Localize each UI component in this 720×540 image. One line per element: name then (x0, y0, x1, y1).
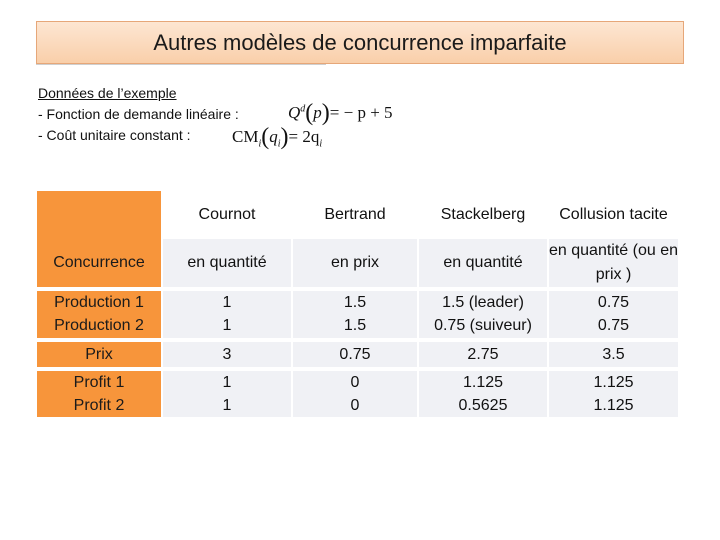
table-cell: 0.75 (549, 314, 678, 338)
column-header-stackelberg: Stackelberg (419, 191, 549, 239)
table-cell: 1.125 (549, 394, 678, 417)
comparison-table (37, 191, 678, 417)
table-cell: 0.75 (suiveur) (419, 314, 549, 338)
table-cell: 0 (293, 394, 419, 417)
table-cell: 3 (163, 342, 293, 367)
row-label-profit-2: Profit 2 (37, 394, 163, 417)
table-row-profit-1 (37, 371, 678, 394)
column-header-collusion: Collusion tacite (549, 191, 678, 239)
demand-label: - Fonction de demande linéaire : (38, 106, 239, 122)
slide-title-text: Autres modèles de concurrence imparfaite (153, 29, 567, 55)
title-divider (36, 64, 326, 65)
header-corner-cell (37, 191, 163, 239)
table-cell: 1.5 (293, 291, 419, 314)
row-label-concurrence: Concurrence (37, 239, 163, 287)
table-row-prix (37, 342, 678, 367)
cost-label: - Coût unitaire constant : (38, 127, 191, 143)
table-cell: 1.125 (419, 371, 549, 394)
column-header-bertrand: Bertrand (293, 191, 419, 239)
table-row-production-2 (37, 314, 678, 338)
table-cell: en quantité (419, 239, 549, 287)
table-cell: 1.5 (293, 314, 419, 338)
table-cell: 2.75 (419, 342, 549, 367)
table-cell: 1 (163, 371, 293, 394)
table-row-profit-2 (37, 394, 678, 417)
table-cell: 3.5 (549, 342, 678, 367)
row-label-prix: Prix (37, 342, 163, 367)
table-cell: en quantité (163, 239, 293, 287)
table-cell: 1 (163, 314, 293, 338)
demand-formula: $Q^d(p)= - p + 5$ (288, 100, 393, 126)
row-label-profit-1: Profit 1 (37, 371, 163, 394)
row-label-production-2: Production 2 (37, 314, 163, 338)
table-cell: 1 (163, 394, 293, 417)
cost-formula: $CM_i(q_i)= 2q_i$ (232, 124, 323, 150)
column-header-cournot: Cournot (163, 191, 293, 239)
table-cell: en prix (293, 239, 419, 287)
table-cell: 0.75 (549, 291, 678, 314)
table-cell: 0.75 (293, 342, 419, 367)
intro-heading: Données de l’exemple (38, 85, 177, 101)
row-label-production-1: Production 1 (37, 291, 163, 314)
table-cell: 0.5625 (419, 394, 549, 417)
table-cell: 1 (163, 291, 293, 314)
slide-title (36, 21, 684, 64)
table-row-concurrence (37, 239, 678, 287)
table-cell: 1.5 (leader) (419, 291, 549, 314)
table-header-row (37, 191, 678, 239)
table-cell: 1.125 (549, 371, 678, 394)
table-row-production-1 (37, 291, 678, 314)
table-cell: 0 (293, 371, 419, 394)
intro-block (38, 83, 239, 146)
table-cell: en quantité (ou en prix ) (549, 239, 678, 287)
